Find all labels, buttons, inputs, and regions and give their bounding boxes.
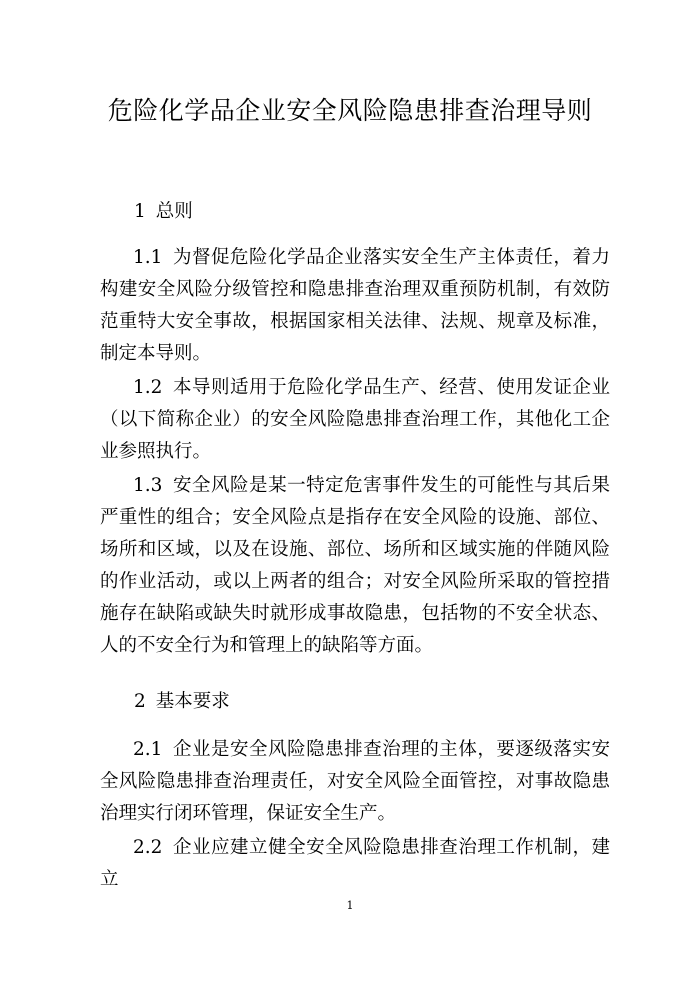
paragraph-text: 企业应建立健全安全风险隐患排查治理工作机制，建立 — [100, 837, 610, 890]
paragraph-number: 2.1 — [133, 739, 163, 760]
section-title: 基本要求 — [155, 691, 230, 712]
paragraph-number: 1.2 — [133, 377, 163, 398]
paragraph-number: 1.1 — [133, 247, 163, 268]
paragraph-text: 为督促危险化学品企业落实安全生产主体责任，着力构建安全风险分级管控和隐患排查治理双重预防机制，有效防范重特大安全事故，根据国家相关法律、法规、规章及标准，制定本导则。 — [100, 247, 610, 364]
paragraph-text: 企业是安全风险隐患排查治理的主体，要逐级落实安全风险隐患排查治理责任，对安全风险全面管控，对事故隐患治理实行闭环管理，保证安全生产。 — [100, 739, 610, 824]
section-number: 2 — [134, 691, 146, 712]
paragraph — [100, 372, 610, 468]
document-title: 危险化学品企业安全风险隐患排查治理导则 — [107, 96, 593, 125]
paragraph — [100, 734, 610, 830]
section-heading — [134, 686, 230, 718]
paragraph-number: 1.3 — [133, 475, 163, 496]
section-number: 1 — [134, 201, 146, 222]
paragraph-text: 安全风险是某一特定危害事件发生的可能性与其后果严重性的组合；安全风险点是指存在安全风险的设施、部位、场所和区域，以及在设施、部位、场所和区域实施的伴随风险的作业活动，或以上两者的组合；对安全风险所采取的管控措施存在缺陷或缺失时就形成事故隐患，包括物的不安全状态、人的不安全行为和管理上的缺陷等方面。 — [100, 475, 610, 656]
section-title: 总则 — [155, 201, 193, 222]
page-number: 1 — [346, 899, 354, 912]
paragraph-number: 2.2 — [133, 837, 163, 858]
paragraph — [100, 242, 610, 370]
paragraph-text: 本导则适用于危险化学品生产、经营、使用发证企业（以下简称企业）的安全风险隐患排查治理工作，其他化工企业参照执行。 — [100, 377, 610, 462]
paragraph — [100, 470, 610, 662]
section-heading — [134, 196, 193, 228]
paragraph — [100, 832, 610, 896]
